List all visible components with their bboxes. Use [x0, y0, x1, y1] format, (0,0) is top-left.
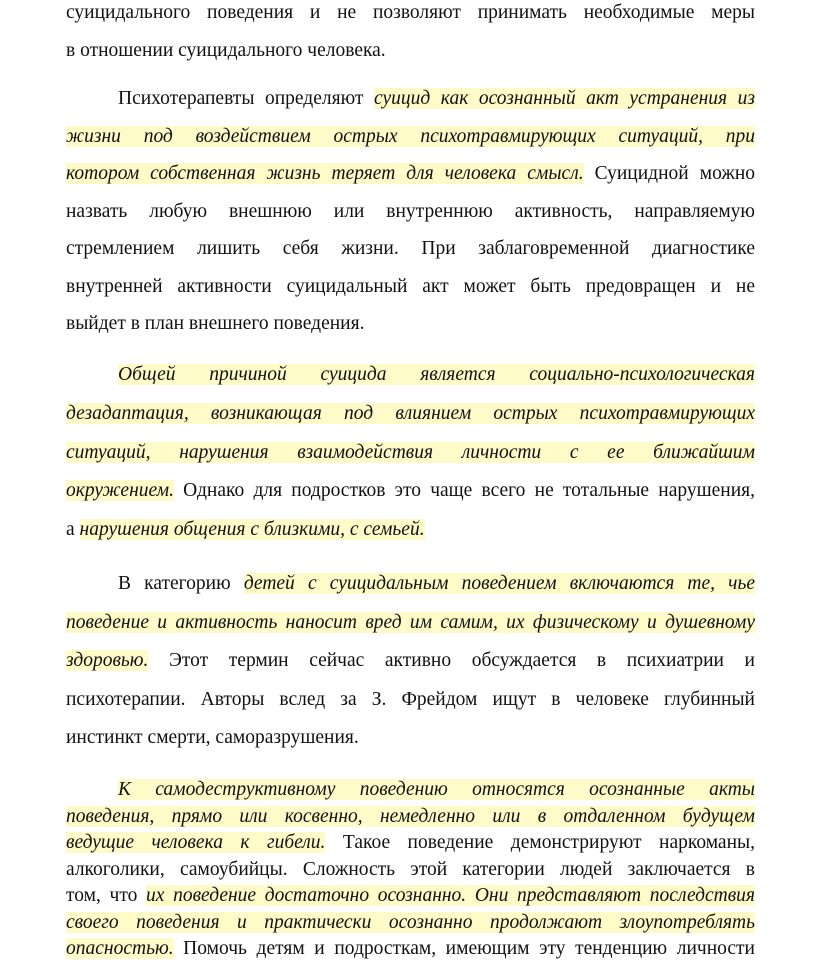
highlighted-text: ведущие человека к гибели.	[66, 832, 326, 853]
highlighted-text: нарушения общения с близкими, с семьей.	[79, 519, 425, 540]
body-text: Такое поведение демонстрируют наркоманы,	[325, 832, 755, 853]
text-line	[66, 830, 755, 856]
text-line	[66, 0, 755, 26]
body-text: Психотерапевты определяют	[118, 88, 374, 109]
highlighted-text: их поведение достаточно осознанно. Они представляют последствия	[146, 885, 755, 906]
highlighted-text: здоровью.	[66, 650, 149, 671]
highlighted-text: Общей причиной суицида является социально-психологическая	[118, 364, 755, 385]
body-text: В категорию	[118, 573, 244, 594]
body-text: Помочь детям и подросткам, имеющим эту тенденцию личности	[173, 938, 755, 959]
text-line	[66, 883, 755, 909]
text-line	[66, 86, 755, 112]
body-text: суицидального поведения и не позволяют принимать необходимые меры	[66, 2, 755, 23]
body-text: Суицидной можно	[583, 163, 755, 184]
text-line	[66, 401, 755, 427]
text-line	[66, 274, 755, 300]
text-line	[66, 910, 755, 936]
text-line	[66, 857, 755, 883]
text-line	[66, 478, 755, 504]
highlighted-text: поведения, прямо или косвенно, немедленно или в отдаленном будущем	[66, 805, 755, 827]
text-line	[66, 199, 755, 225]
text-line	[66, 648, 755, 674]
body-text: а	[66, 519, 80, 540]
text-line	[66, 687, 755, 713]
highlighted-text: котором собственная жизнь теряет для человека смысл.	[66, 163, 584, 184]
body-text: выйдет в план внешнего поведения.	[66, 313, 365, 334]
highlighted-text: суицид как осознанный акт устранения из	[373, 88, 755, 109]
highlighted-text: детей с суицидальным поведением включаются те, чье	[243, 573, 755, 594]
body-text: назвать любую внешнюю или внутреннюю активность, направляемую	[66, 200, 755, 222]
highlighted-text: окружением.	[66, 480, 174, 502]
highlighted-text: поведение и активность наносит вред им самим, их физическому и душевному	[66, 611, 755, 633]
text-line	[66, 440, 755, 466]
body-text: Однако для подростков это чаще всего не тотальные нарушения,	[173, 480, 755, 502]
text-line	[66, 161, 755, 187]
body-text: том, что	[66, 885, 147, 906]
body-text: внутренней активности суицидальный акт может быть предовращен и не	[66, 275, 755, 297]
highlighted-text: жизни под воздействием острых психотравмирующих ситуаций, при	[66, 125, 755, 147]
body-text: в отношении суицидального человека.	[66, 39, 386, 61]
text-line	[66, 236, 755, 262]
body-text: стремлением лишить себя жизни. При заблаговременной диагностике	[66, 238, 755, 259]
text-line	[66, 804, 755, 830]
highlighted-text: К самодеструктивному поведению относятся осознанные акты	[118, 779, 755, 800]
text-line	[66, 610, 755, 636]
text-line	[66, 725, 755, 751]
highlighted-text: своего поведения и практически осознанно продолжают злоупотреблять	[66, 911, 755, 933]
text-line	[66, 517, 755, 543]
text-line	[66, 124, 755, 150]
text-line	[66, 362, 755, 388]
body-text: психотерапии. Авторы вслед за З. Фрейдом ищут в человеке глубинный	[66, 688, 755, 710]
body-text: инстинкт смерти, саморазрушения.	[66, 727, 359, 748]
highlighted-text: дезадаптация, возникающая под влиянием острых психотравмирующих	[66, 402, 755, 424]
text-line	[66, 777, 755, 803]
text-line	[66, 936, 755, 962]
body-text: алкоголики, самоубийцы. Сложность этой категории людей заключается в	[66, 858, 755, 880]
highlighted-text: ситуаций, нарушения взаимодействия личности с ее ближайшим	[66, 441, 755, 463]
highlighted-text: опасностью.	[66, 938, 174, 959]
text-line	[66, 311, 755, 337]
text-line	[66, 571, 755, 597]
text-line	[66, 38, 755, 64]
body-text: Этот термин сейчас активно обсуждается в психиатрии и	[148, 650, 755, 671]
